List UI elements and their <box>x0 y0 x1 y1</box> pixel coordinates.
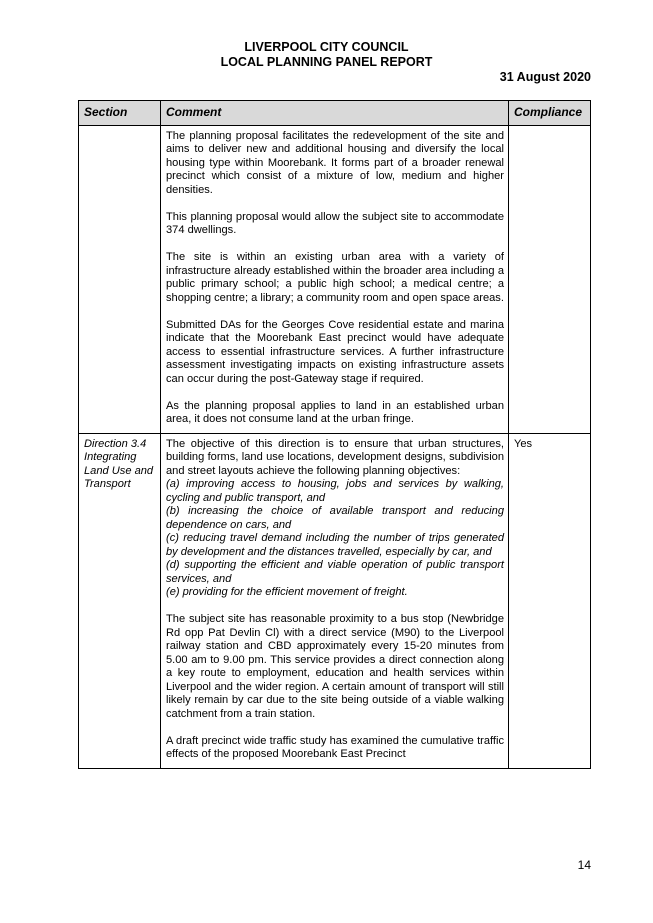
objective-item: (a) improving access to housing, jobs and services by walking, cycling and public transport, and <box>166 478 504 504</box>
section-cell: Direction 3.4 Integrating Land Use and Transport <box>79 433 161 768</box>
comment-cell <box>161 125 509 433</box>
comment-cell <box>161 433 509 768</box>
council-name: LIVERPOOL CITY COUNCIL <box>244 40 409 54</box>
section-cell <box>79 125 161 433</box>
comment-paragraph: This planning proposal would allow the subject site to accommodate 374 dwellings. <box>166 210 504 236</box>
objective-item: (c) reducing travel demand including the number of trips generated by development and the distances travelled, especially by car, and <box>166 532 504 558</box>
compliance-cell <box>509 125 591 433</box>
comment-paragraph: The site is within an existing urban area with a variety of infrastructure already established within the broader area including a public primary school; a public high school; a medical centre; a shopping centre; a library; a community room and open space areas. <box>166 251 504 304</box>
table-header-row <box>79 101 591 126</box>
comment-paragraph: As the planning proposal applies to land in an established urban area, it does not consume land at the urban fringe. <box>166 399 504 425</box>
compliance-table <box>78 100 591 769</box>
comment-paragraph: The subject site has reasonable proximity to a bus stop (Newbridge Rd opp Pat Devlin Cl) with a direct service (M90) to the Liverpool railway station and CBD approximately every 15-20 minutes from 5.00 am to 9.00 pm. This service provides a direct connection along a key route to employment, education and health services within Liverpool and the wider region. A certain amount of transport will still likely remain by car due to the site being outside of a viable walking catchment from a train station. <box>166 613 504 720</box>
table-row <box>79 433 591 768</box>
objective-item: (d) supporting the efficient and viable operation of public transport services, and <box>166 559 504 585</box>
comment-paragraph: Submitted DAs for the Georges Cove residential estate and marina indicate that the Moorebank East precinct would have adequate access to essential infrastructure services. A further infrastructure assessment investigating impacts on existing infrastructure assets can occur during the post-Gateway stage if required. <box>166 318 504 385</box>
report-title: LOCAL PLANNING PANEL REPORT <box>220 55 433 69</box>
report-date: 31 August 2020 <box>499 70 591 84</box>
comment-paragraph: The planning proposal facilitates the redevelopment of the site and aims to deliver new and additional housing and diversify the local housing type within Moorebank. It forms part of a broader renewal precinct which consist of a mixture of low, medium and higher densities. <box>166 129 504 196</box>
comment-paragraph: The objective of this direction is to ensure that urban structures, building forms, land use locations, development designs, subdivision and street layouts achieve the following planning objectives: <box>166 437 504 477</box>
header-section: Section <box>79 101 161 126</box>
header-compliance: Compliance <box>509 101 591 126</box>
header-comment: Comment <box>161 101 509 126</box>
compliance-cell: Yes <box>509 433 591 768</box>
page-number: 14 <box>577 858 591 872</box>
comment-paragraph: A draft precinct wide traffic study has examined the cumulative traffic effects of the proposed Moorebank East Precinct <box>166 734 504 760</box>
table-row <box>79 125 591 433</box>
objective-item: (b) increasing the choice of available transport and reducing dependence on cars, and <box>166 505 504 531</box>
objective-item: (e) providing for the efficient movement of freight. <box>166 586 408 598</box>
